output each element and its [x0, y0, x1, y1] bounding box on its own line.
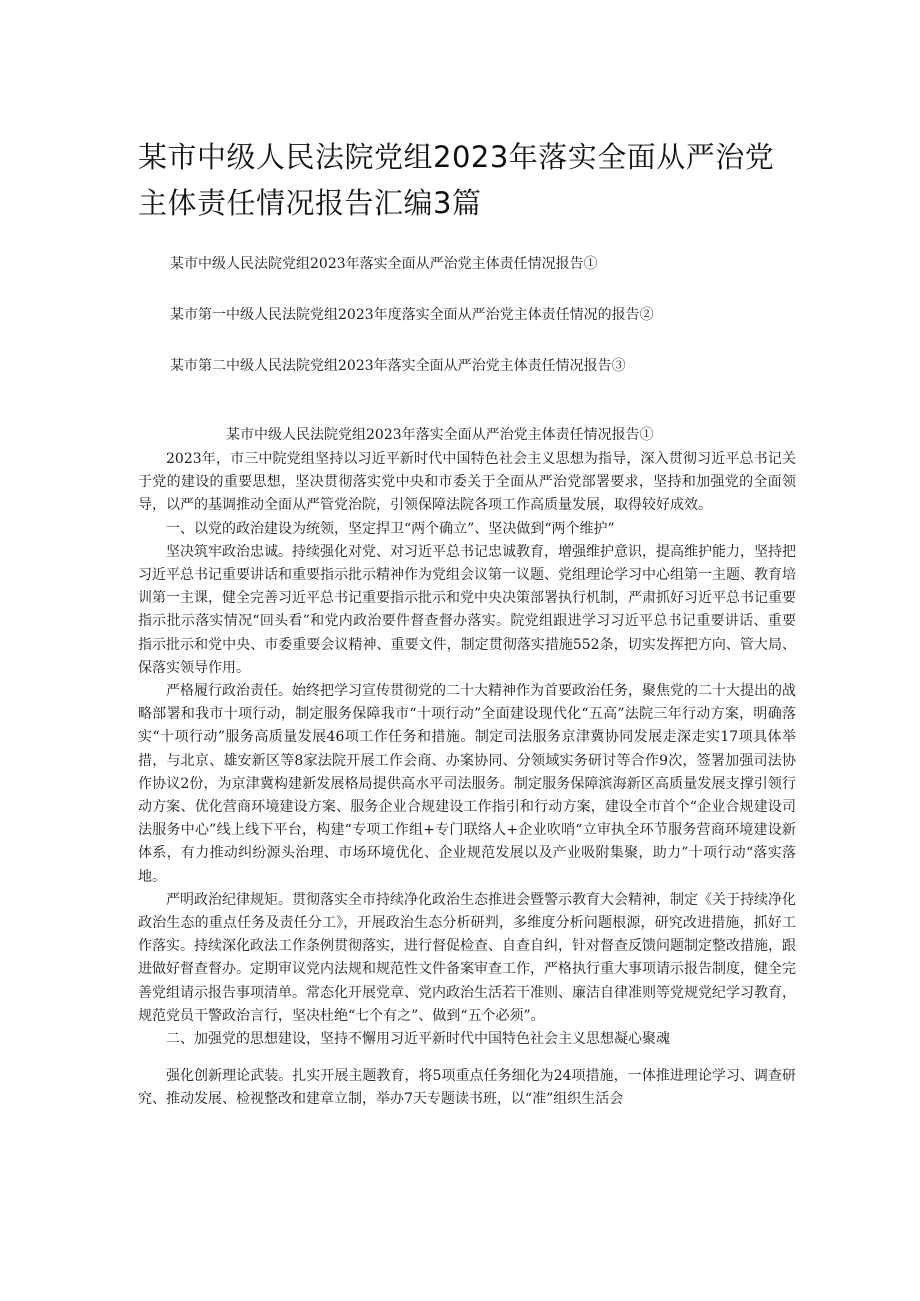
body-paragraph: 严格履行政治责任。始终把学习宣传贯彻党的二十大精神作为首要政治任务，聚焦党的二十大提出的战略部署和我市十项行动，制定服务保障我市“十项行动”全面建设现代化“五高”法院三年行动方案，明确落实“十项行动”服务高质量发展46项工作任务和措施。制定司法服务京津冀协同发展走深走实17项具体举措，与北京、雄安新区等8家法院开展工作会商、办案协同、分领域实务研讨等合作9次，签署加强司法协作协议2份，为京津冀构建新发展格局提供高水平司法服务。制定服务保障滨海新区高质量发展支撑引领行动方案、优化营商环境建设方案、服务企业合规建设工作指引和行动方案，建设全市首个“企业合规建设司法服务中心”线上线下平台，构建“专项工作组+专门联络人+企业吹哨“立审执全环节服务营商环境建设新体系，有力推动纠纷源头治理、市场环境优化、企业规范发展以及产业吸附集聚，助力”十项行动“落实落地。 [138, 683, 796, 885]
toc-item: 某市中级人民法院党组2023年落实全面从严治党主体责任情况报告① [170, 256, 598, 272]
toc-item: 某市第一中级人民法院党组2023年度落实全面从严治党主体责任情况的报告② [170, 307, 654, 323]
body-paragraph: 强化创新理论武装。扎实开展主题教育，将5项重点任务细化为24项措施，一体推进理论学习、调查研究、推动发展、检视整改和建章立制，举办7天专题读书班，以“准”组织生活会 [138, 1068, 796, 1108]
table-of-contents [170, 254, 790, 407]
toc-item: 某市第二中级人民法院党组2023年落实全面从严治党主体责任情况报告③ [170, 358, 626, 374]
intro-paragraph: 2023年，市三中院党组坚持以习近平新时代中国特色社会主义思想为指导，深入贯彻习近平总书记关于党的建设的重要思想，坚决贯彻落实党中央和市委关于全面从严治党部署要求，坚持和加强党的全面领导，以严的基调推动全面从严管党治院，引领保障法院各项工作高质量发展，取得较好成效。 [138, 451, 796, 514]
body-paragraph: 坚决筑牢政治忠诚。持续强化对党、对习近平总书记忠诚教育，增强维护意识，提高维护能力，坚持把习近平总书记重要讲话和重要指示批示精神作为党组会议第一议题、党组理论学习中心组第一主题、教育培训第一主课，健全完善习近平总书记重要指示批示和党中央决策部署执行机制，严肃抓好习近平总书记重要指示批示落实情况“回头看”和党内政治要件督查督办落实。院党组跟进学习习近平总书记重要讲话、重要指示批示和党中央、市委重要会议精神、重要文件，制定贯彻落实措施552条，切实发挥把方向、管大局、保落实领导作用。 [138, 543, 796, 676]
section-heading-1: 一、以党的政治建设为统领，坚定捍卫“两个确立”、坚决做到“两个维护” [166, 520, 615, 537]
report-body [138, 424, 796, 1112]
document-title: 某市中级人民法院党组2023年落实全面从严治党主体责任情况报告汇编3篇 [138, 140, 775, 220]
section-heading-2: 二、加强党的思想建设，坚持不懈用习近平新时代中国特色社会主义思想凝心聚魂 [166, 1031, 670, 1048]
section-title: 某市中级人民法院党组2023年落实全面从严治党主体责任情况报告① [226, 427, 654, 443]
body-paragraph: 严明政治纪律规矩。贯彻落实全市持续净化政治生态推进会暨警示教育大会精神，制定《关于持续净化政治生态的重点任务及责任分工》，开展政治生态分析研判，多维度分析问题根源，研究改进措施，抓好工作落实。持续深化政法工作条例贯彻落实，进行督促检查、自查自纠，针对督查反馈问题制定整改措施，跟进做好督查督办。定期审议党内法规和规范性文件备案审查工作，严格执行重大事项请示报告制度，健全完善党组请示报告事项清单。常态化开展党章、党内政治生活若干准则、廉洁自律准则等党规党纪学习教育，规范党员干警政治言行，坚决杜绝“七个有之”、做到“五个必须”。 [138, 891, 796, 1024]
